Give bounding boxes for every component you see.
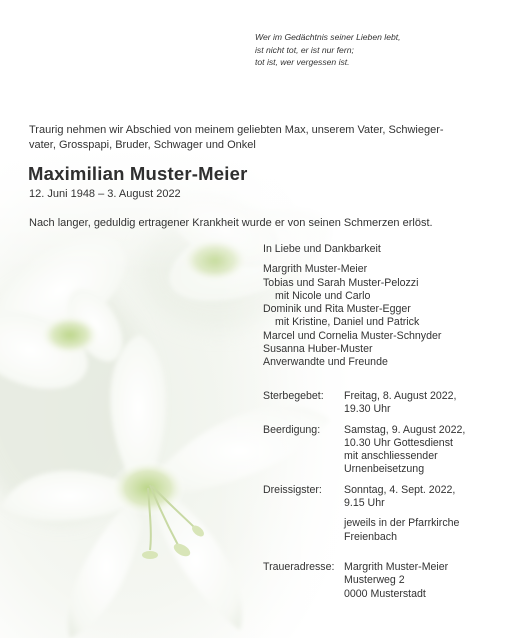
event-label: Sterbegebet:: [263, 390, 324, 402]
event-details: [344, 484, 455, 511]
memorial-quote: [255, 31, 485, 69]
address-line: Musterweg 2: [344, 574, 405, 587]
death-notice: Nach langer, geduldig ertragener Krankheit wurde er von seinen Schmerzen erlöst.: [29, 217, 433, 229]
event-line: 10.30 Uhr Gottesdienst: [344, 436, 453, 449]
church-location: [344, 517, 465, 544]
mourner-line: Susanna Huber-Muster: [263, 343, 373, 356]
quote-line: tot ist, wer vergessen ist.: [255, 57, 350, 67]
intro-text: [29, 123, 489, 153]
event-line: Sonntag, 4. Sept. 2022,: [344, 483, 456, 496]
mourners-heading: In Liebe und Dankbarkeit: [263, 243, 381, 255]
location-line: Freienbach: [344, 530, 397, 543]
event-line: 19.30 Uhr: [344, 403, 391, 416]
mourners-list: [263, 243, 441, 370]
address-line: Margrith Muster-Meier: [344, 560, 449, 573]
event-dreissigster: [263, 484, 465, 511]
quote-line: ist nicht tot, er ist nur fern;: [255, 44, 354, 55]
mourning-address: [263, 561, 465, 601]
quote-line: Wer im Gedächtnis seiner Lieben lebt,: [255, 32, 401, 42]
deceased-name: Maximilian Muster-Meier: [28, 163, 248, 184]
event-label: Dreissigster:: [263, 483, 322, 496]
event-label: Beerdigung:: [263, 423, 321, 436]
life-dates: 12. Juni 1948 – 3. August 2022: [29, 188, 181, 200]
mourner-line: Dominik und Rita Muster-Egger: [263, 303, 411, 316]
mourner-line: Marcel und Cornelia Muster-Schnyder: [263, 329, 442, 342]
event-line: 9.15 Uhr: [344, 497, 385, 510]
intro-line: vater, Grosspapi, Bruder, Schwager und Onkel: [29, 139, 256, 151]
event-line: Freitag, 8. August 2022,: [344, 390, 457, 402]
mourner-line: mit Kristine, Daniel und Patrick: [275, 316, 420, 329]
event-beerdigung: [263, 424, 465, 477]
mourner-line: mit Nicole und Carlo: [275, 289, 371, 302]
intro-line: Traurig nehmen wir Abschied von meinem geliebten Max, unserem Vater, Schwieger-: [29, 124, 444, 136]
address-line: 0000 Musterstadt: [344, 587, 426, 600]
event-line: Urnenbeisetzung: [344, 463, 425, 476]
address-label: Traueradresse:: [263, 560, 335, 573]
event-details: [344, 424, 465, 477]
address-details: [344, 561, 448, 601]
mourner-line: Margrith Muster-Meier: [263, 263, 368, 276]
event-details: [344, 390, 457, 417]
ceremony-schedule: [263, 390, 465, 608]
location-line: jeweils in der Pfarrkirche: [344, 517, 460, 530]
event-line: mit anschliessender: [344, 450, 438, 463]
mourner-line: Anverwandte und Freunde: [263, 356, 388, 369]
event-sterbegebet: [263, 390, 465, 417]
event-line: Samstag, 9. August 2022,: [344, 423, 466, 436]
mourner-line: Tobias und Sarah Muster-Pelozzi: [263, 276, 419, 289]
